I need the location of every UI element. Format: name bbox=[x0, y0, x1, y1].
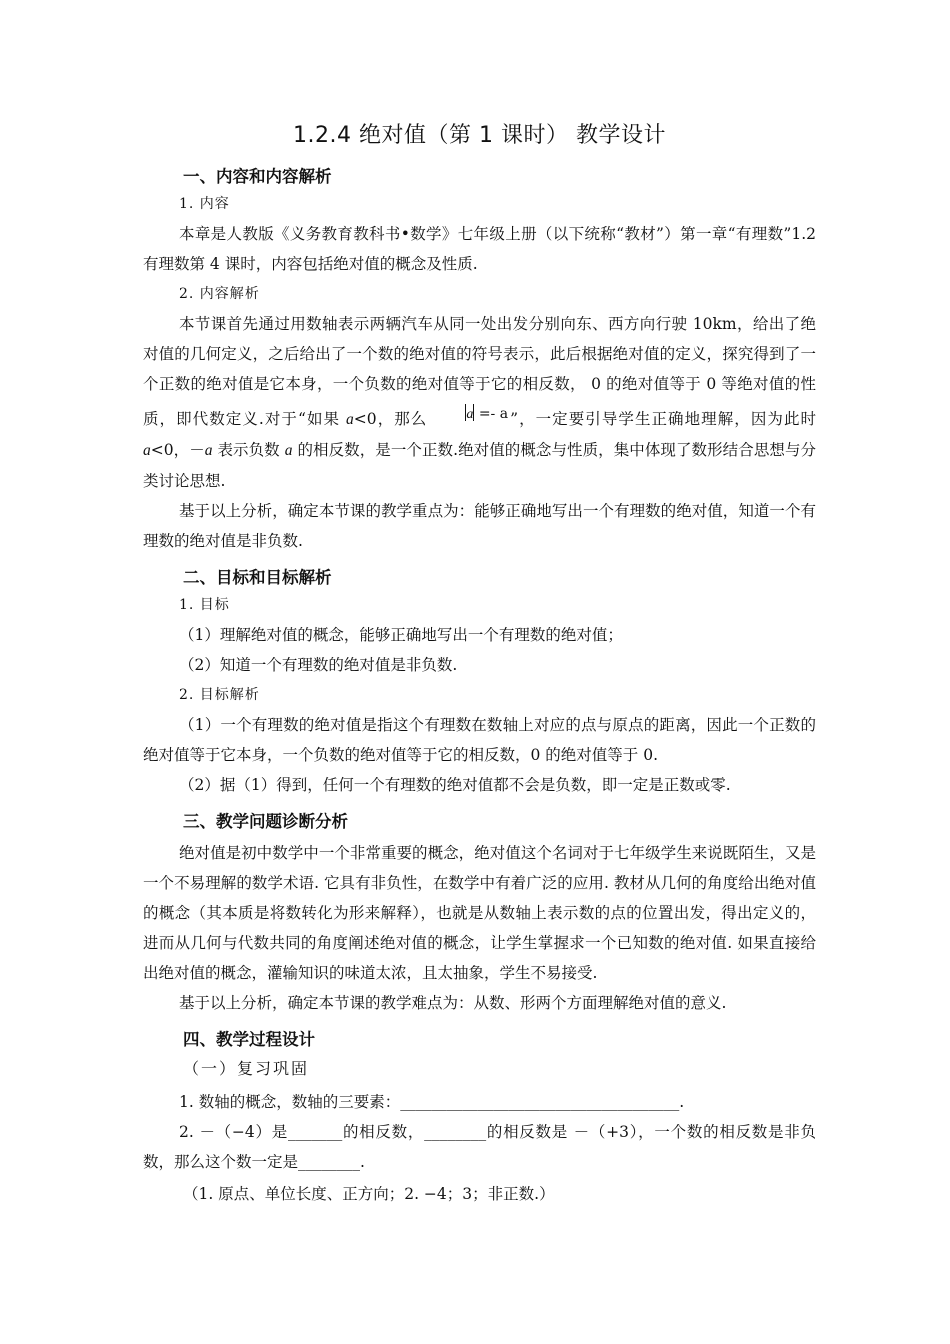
review-question-2: 2. －（−4）是_______的相反数，________的相反数是 －（+3），一个数的相反数是非负数，那么这个数一定是________. bbox=[143, 1123, 816, 1171]
paragraph-content-analysis: 本节课首先通过用数轴表示两辆汽车从同一处出发分别向东、西方向行驶 10km，给出了绝对值的几何定义，之后给出了一个数的绝对值的符号表示，此后根据绝对值的定义，探究得到了一个正数的绝对值是它本身，一个负数的绝对值等于它的相反数， 0 的绝对值等于 0 等绝对值的性质，即代数定义.对于“如果 a<0，那么 a =- a ”，一定要引导学生正确地理解，因为此时 a<0，－a 表示负数 a 的相反数，是一个正数.绝对值的概念与性质，集中体现了数形结合思想与分类讨论思想. bbox=[143, 315, 817, 490]
paragraph-key-point: 基于以上分析，确定本节课的教学重点为：能够正确地写出一个有理数的绝对值，知道一个有理数的绝对值是非负数. bbox=[143, 502, 816, 550]
subheading-goal-analysis: 2. 目标解析 bbox=[179, 687, 260, 703]
subheading-goal: 1. 目标 bbox=[179, 597, 230, 613]
section-heading-1: 一、内容和内容解析 bbox=[183, 167, 332, 186]
subheading-review: （一）复习巩固 bbox=[183, 1059, 310, 1078]
variable-a: a bbox=[346, 411, 354, 428]
goal-analysis-1: （1）一个有理数的绝对值是指这个有理数在数轴上对应的点与原点的距离，因此一个正数的绝对值等于它本身，一个负数的绝对值等于它的相反数，0 的绝对值等于 0. bbox=[143, 716, 816, 764]
absolute-value-formula: a =- a bbox=[466, 406, 509, 422]
document-title: 1.2.4 绝对值（第 1 课时） 教学设计 bbox=[293, 123, 666, 148]
subheading-content: 1. 内容 bbox=[179, 196, 230, 212]
review-question-1: 1. 数轴的概念，数轴的三要素：____________________________________. bbox=[179, 1093, 685, 1111]
section-heading-3: 三、教学问题诊断分析 bbox=[183, 812, 348, 831]
diagnosis-paragraph: 绝对值是初中数学中一个非常重要的概念，绝对值这个名词对于七年级学生来说既陌生，又是一个不易理解的数学术语. 它具有非负性，在数学中有着广泛的应用. 教材从几何的角度给出绝对值的概念（其本质是将数转化为形来解释），也就是从数轴上表示数的点的位置出发，得出定义的，进而从几何与代数共同的角度阐述绝对值的概念，让学生掌握求一个已知数的绝对值. 如果直接给出绝对值的概念，灌输知识的味道太浓，且太抽象，学生不易接受. bbox=[143, 844, 816, 982]
goal-item-2: （2）知道一个有理数的绝对值是非负数. bbox=[179, 656, 458, 674]
goal-analysis-2: （2）据（1）得到，任何一个有理数的绝对值都不会是负数，即一定是正数或零. bbox=[179, 776, 731, 794]
section-heading-4: 四、教学过程设计 bbox=[183, 1030, 315, 1049]
section-heading-2: 二、目标和目标解析 bbox=[183, 568, 332, 587]
difficulty-paragraph: 基于以上分析，确定本节课的教学难点为：从数、形两个方面理解绝对值的意义. bbox=[179, 994, 727, 1012]
subheading-content-analysis: 2. 内容解析 bbox=[179, 286, 260, 302]
paragraph-content: 本章是人教版《义务教育教科书•数学》七年级上册（以下统称“教材”）第一章“有理数”1.2 有理数第 4 课时，内容包括绝对值的概念及性质. bbox=[143, 225, 816, 273]
review-answers: （1. 原点、单位长度、正方向；2. −4；3；非正数.） bbox=[183, 1185, 555, 1203]
goal-item-1: （1）理解绝对值的概念，能够正确地写出一个有理数的绝对值； bbox=[179, 626, 623, 644]
